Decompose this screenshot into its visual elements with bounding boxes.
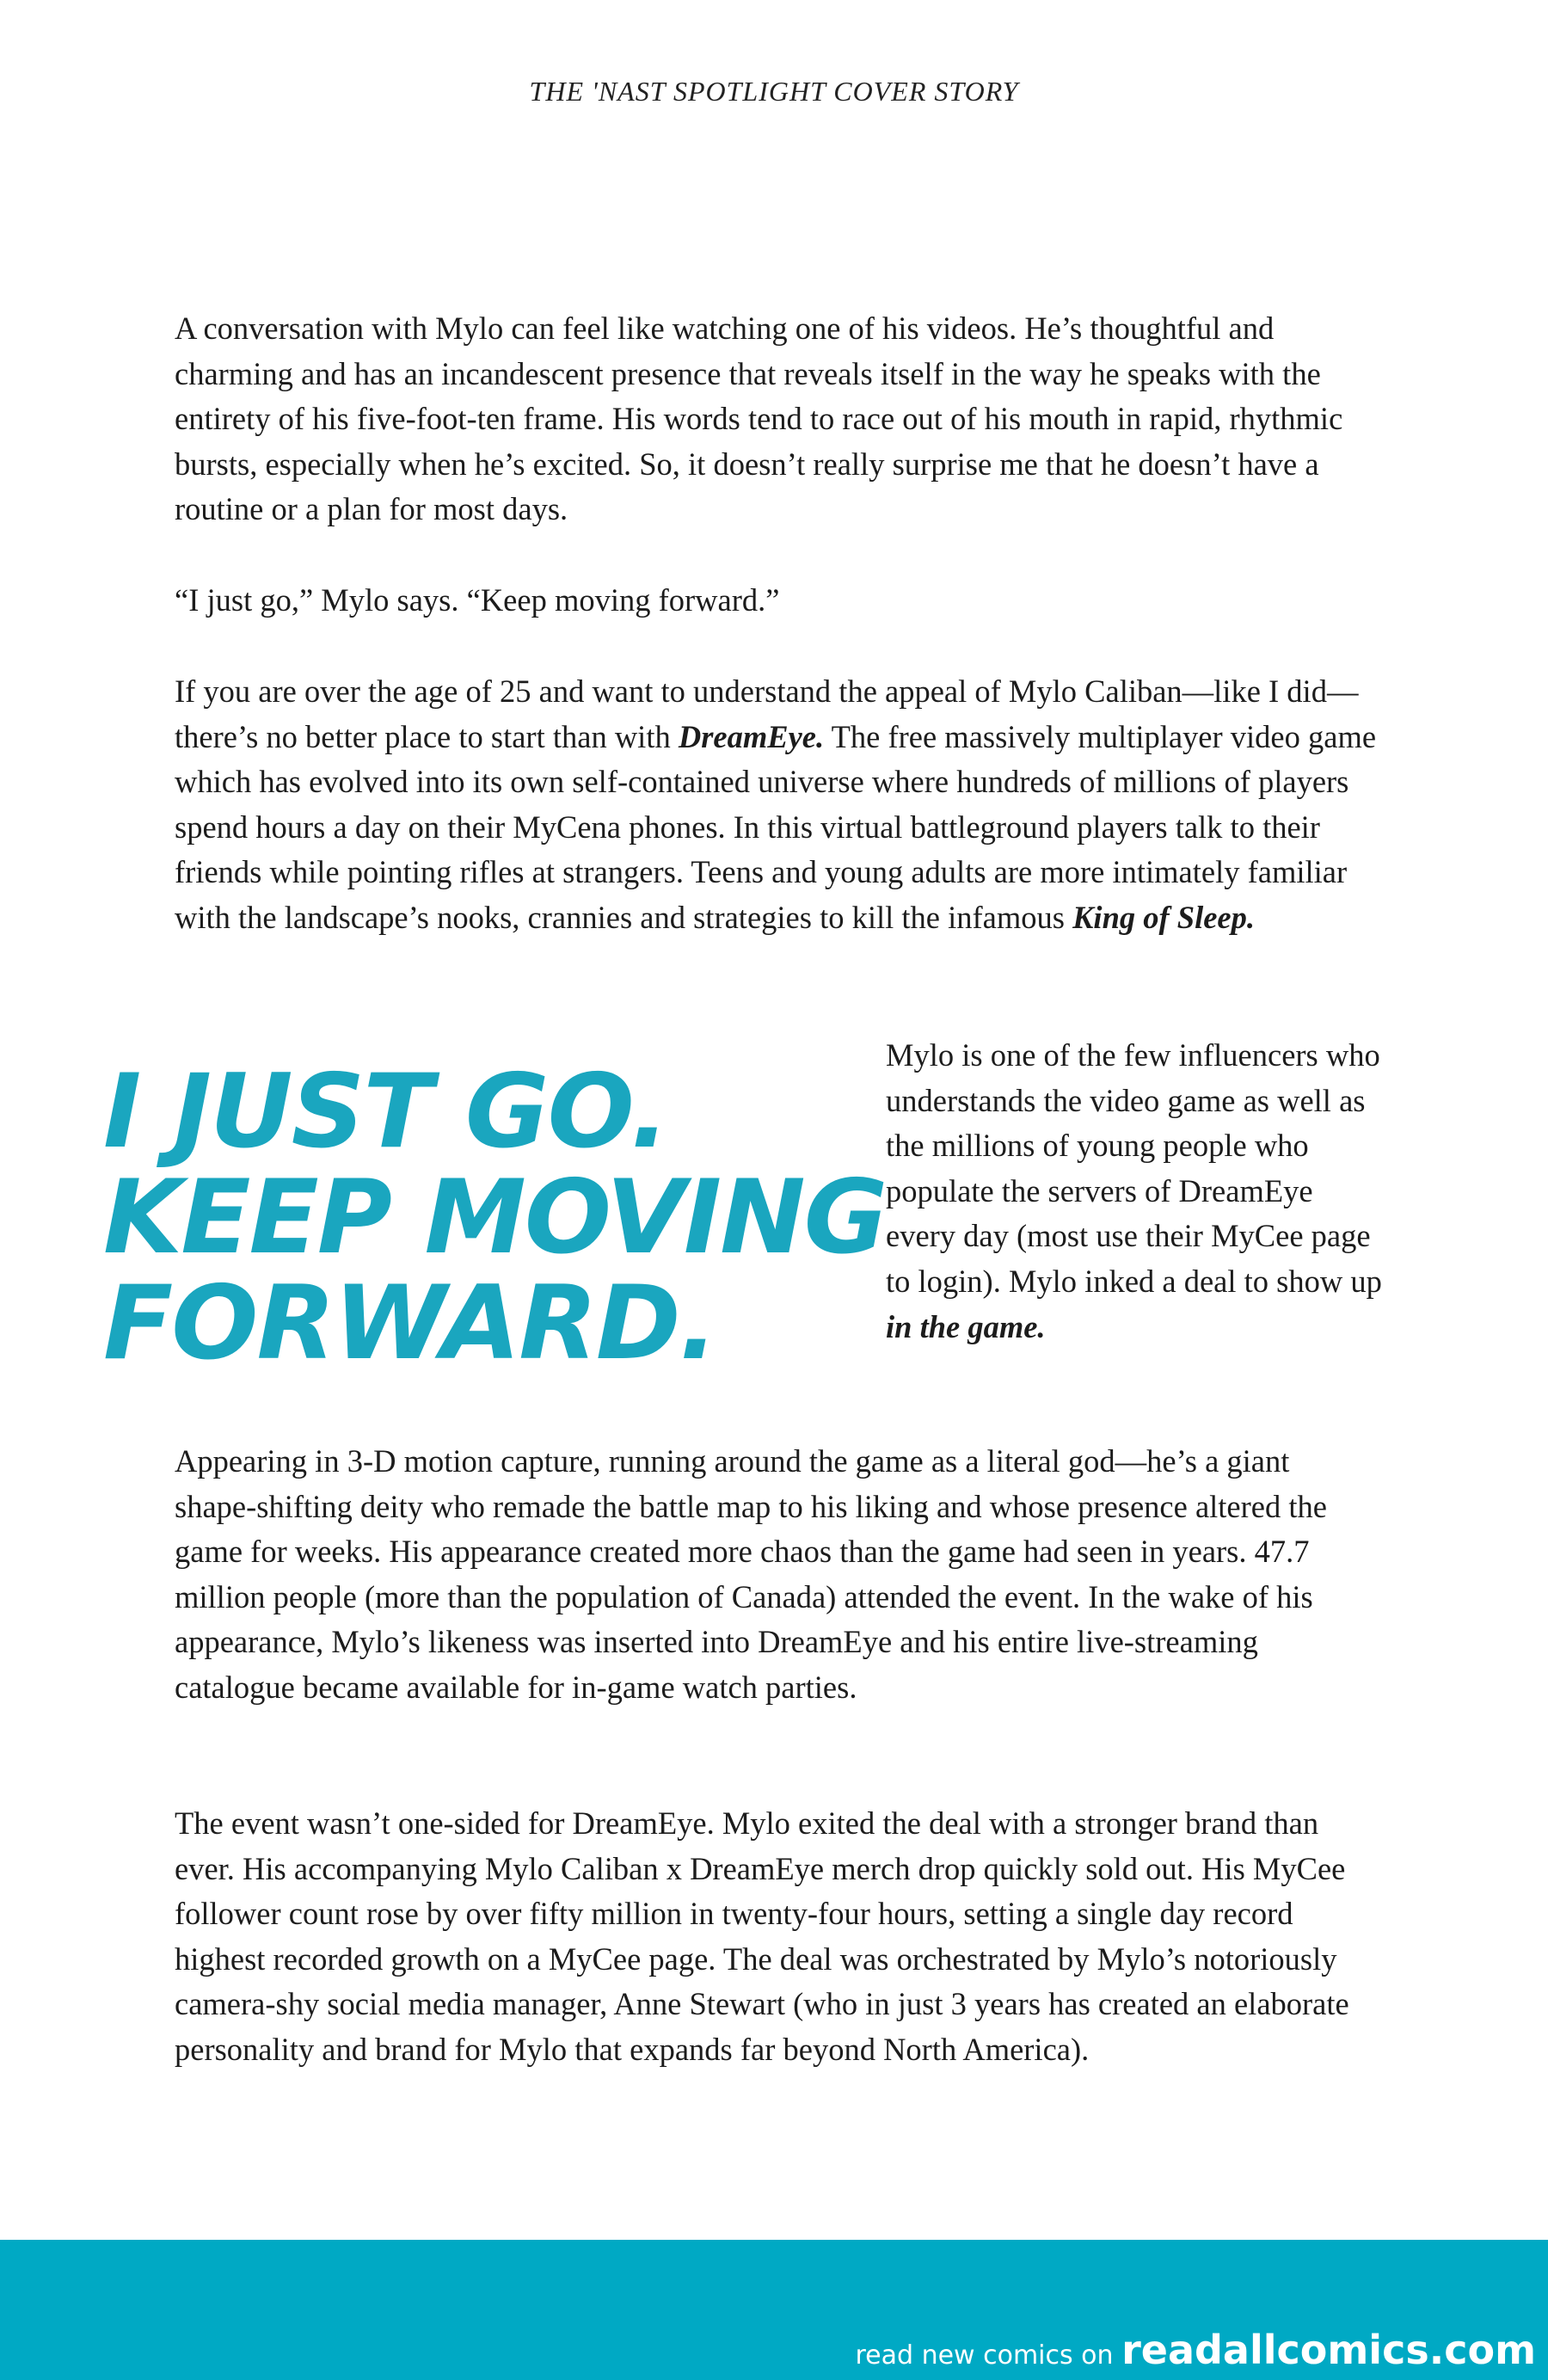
article-paragraph-1: [175, 306, 1379, 532]
pull-quote-line-1: I JUST GO.: [103, 1053, 668, 1172]
paragraph-text: [175, 669, 1379, 941]
in-the-game-emphasis: in the game.: [886, 1308, 1046, 1344]
side-column-paragraph: [886, 1033, 1389, 1350]
game-title-dreameye: DreamEye.: [678, 718, 825, 754]
pull-quote-line-3: FORWARD.: [103, 1264, 716, 1383]
quote-text: “I just go,” Mylo says. “Keep moving forward.”: [175, 582, 780, 618]
king-of-sleep-emphasis: King of Sleep.: [1072, 899, 1255, 935]
paragraph-text-part: The free massively multiplayer video game which has evolved into its own self-contained universe where hundreds of millions of players spend hours a day on their MyCena phones. In this virtual battleground players talk to their friends while pointing rifles at strangers. Teens and young adults are more intimately familiar with the landscape’s nooks, crannies and strategies to kill the infamous: [175, 718, 1377, 935]
article-paragraph-2: [175, 578, 1379, 624]
pull-quote: [103, 1053, 887, 1383]
watermark-site: readallcomics.com: [1121, 2327, 1536, 2373]
article-paragraph-4: [175, 1439, 1379, 1711]
paragraph-text-part: If you are over the age of 25 and want to understand the appeal of Mylo Caliban—like I did—there’s no better place to start than with: [175, 673, 1359, 754]
site-watermark[interactable]: [855, 2327, 1536, 2373]
paragraph-text: Appearing in 3-D motion capture, running around the game as a literal god—he’s a giant shape-shifting deity who remade the battle map to his liking and whose presence altered the game for weeks. His appearance created more chaos than the game had seen in years. 47.7 million people (more than the population of Canada) attended the event. In the wake of his appearance, Mylo’s likeness was inserted into DreamEye and his entire live-streaming catalogue became available for in-game watch parties.: [175, 1443, 1327, 1705]
article-paragraph-3: [175, 669, 1379, 941]
paragraph-text: A conversation with Mylo can feel like watching one of his videos. He’s thoughtful and charming and has an incandescent presence that reveals itself in the way he speaks with the entirety of his five-foot-ten frame. His words tend to race out of his mouth in rapid, rhythmic bursts, especially when he’s excited. So, it doesn’t really surprise me that he doesn’t have a routine or a plan for most days.: [175, 311, 1343, 527]
page-header: THE 'NAST SPOTLIGHT COVER STORY: [529, 76, 1019, 107]
side-paragraph-text: Mylo is one of the few influencers who understands the video game as well as the millions of young people who populate the servers of DreamEye every day (most use their MyCee page to login). Mylo inked a deal to show up: [886, 1037, 1382, 1299]
pull-quote-line-2: KEEP MOVING: [103, 1159, 887, 1277]
paragraph-text: The event wasn’t one-sided for DreamEye. Mylo exited the deal with a stronger brand than ever. His accompanying Mylo Caliban x DreamEye merch drop quickly sold out. His MyCee follower count rose by over fifty million in twenty-four hours, setting a single day record highest recorded growth on a MyCee page. The deal was orchestrated by Mylo’s notoriously camera-shy social media manager, Anne Stewart (who in just 3 years has created an elaborate personality and brand for Mylo that expands far beyond North America).: [175, 1805, 1349, 2067]
watermark-prefix: read new comics on: [855, 2340, 1122, 2371]
article-paragraph-5: [175, 1801, 1379, 2073]
footer-band: [0, 2240, 1548, 2380]
